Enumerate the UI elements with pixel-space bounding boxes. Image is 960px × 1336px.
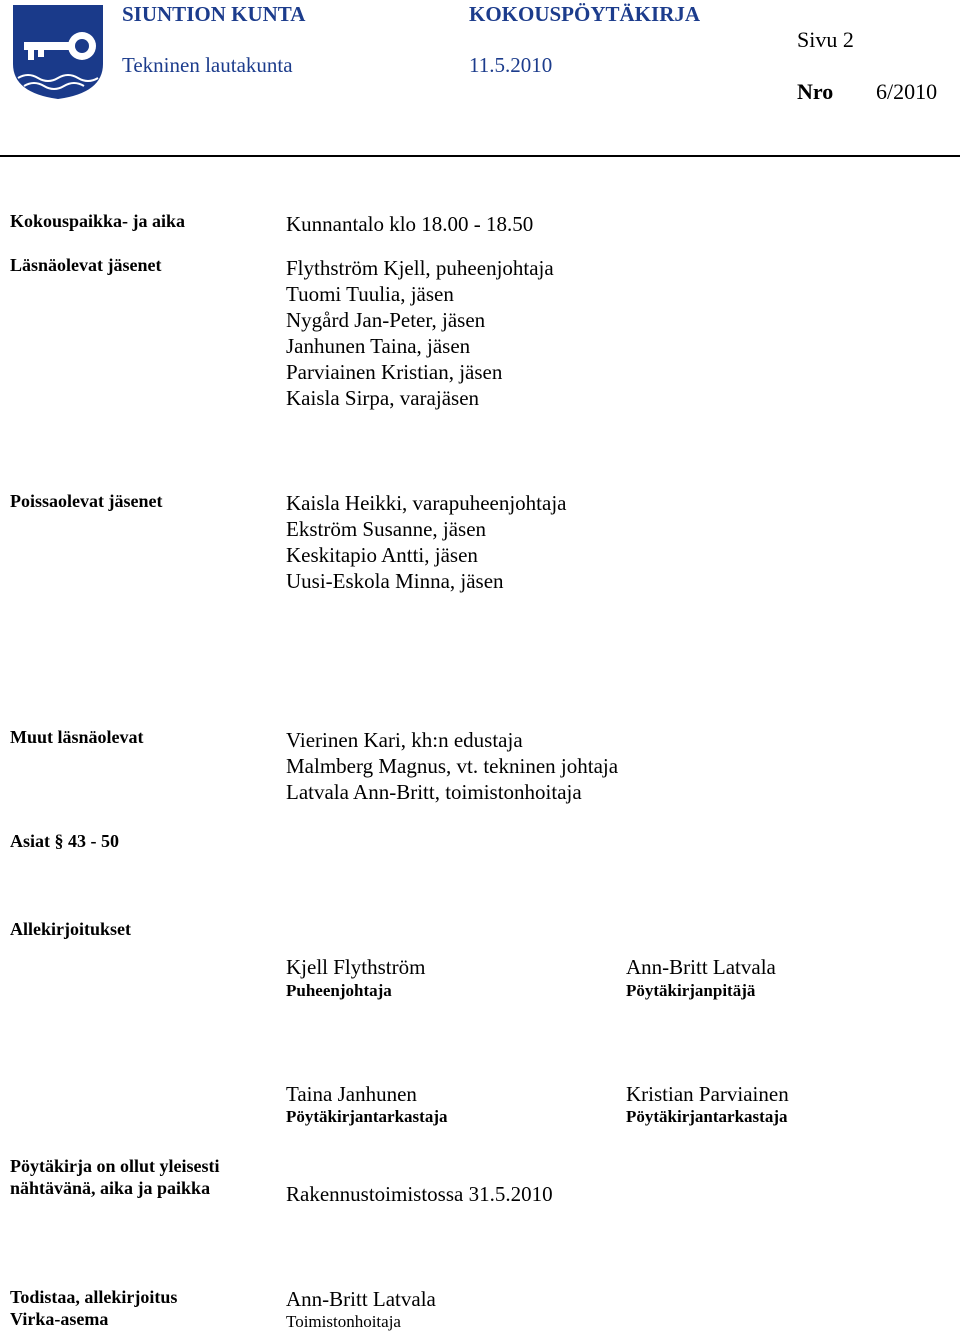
publication-label-line: Pöytäkirja on ollut yleisesti xyxy=(10,1156,220,1176)
secretary-name: Ann-Britt Latvala xyxy=(626,955,776,979)
publication-label xyxy=(10,1155,220,1199)
list-item: Ekström Susanne, jäsen xyxy=(286,517,487,541)
list-item: Keskitapio Antti, jäsen xyxy=(286,543,478,567)
certify-label-line: Virka-asema xyxy=(10,1309,109,1329)
items-label: Asiat § 43 - 50 xyxy=(10,831,119,851)
certify-label xyxy=(10,1286,177,1330)
others-list xyxy=(286,727,618,805)
board-name: Tekninen lautakunta xyxy=(122,53,293,77)
municipality-name: SIUNTION KUNTA xyxy=(122,2,306,26)
list-item: Kaisla Sirpa, varajäsen xyxy=(286,386,480,410)
list-item: Parviainen Kristian, jäsen xyxy=(286,360,503,384)
chair-role: Puheenjohtaja xyxy=(286,981,392,1000)
list-item: Tuomi Tuulia, jäsen xyxy=(286,282,454,306)
nro-label: Nro xyxy=(797,79,834,104)
absent-list xyxy=(286,490,566,594)
header-divider xyxy=(0,155,960,157)
meeting-date: 11.5.2010 xyxy=(469,53,553,77)
checker2-role: Pöytäkirjantarkastaja xyxy=(626,1107,788,1126)
list-item: Uusi-Eskola Minna, jäsen xyxy=(286,569,504,593)
certify-name: Ann-Britt Latvala xyxy=(286,1287,436,1311)
checker1-name: Taina Janhunen xyxy=(286,1082,417,1106)
nro-value: 6/2010 xyxy=(876,79,938,104)
chair-name: Kjell Flythström xyxy=(286,955,426,979)
publication-label-line: nähtävänä, aika ja paikka xyxy=(10,1178,211,1198)
secretary-role: Pöytäkirjanpitäjä xyxy=(626,981,756,1000)
present-list xyxy=(286,255,554,411)
list-item: Janhunen Taina, jäsen xyxy=(286,334,471,358)
place-value: Kunnantalo klo 18.00 - 18.50 xyxy=(286,212,534,236)
municipal-coat-of-arms-icon xyxy=(12,4,104,100)
signatures-label: Allekirjoitukset xyxy=(10,919,131,939)
page-number: Sivu 2 xyxy=(797,27,854,52)
list-item: Latvala Ann-Britt, toimistonhoitaja xyxy=(286,780,582,804)
absent-label: Poissaolevat jäsenet xyxy=(10,491,163,511)
place-label: Kokouspaikka- ja aika xyxy=(10,211,186,231)
list-item: Vierinen Kari, kh:n edustaja xyxy=(286,728,523,752)
list-item: Kaisla Heikki, varapuheenjohtaja xyxy=(286,491,567,515)
certify-title: Toimistonhoitaja xyxy=(286,1312,401,1331)
document-type: KOKOUSPÖYTÄKIRJA xyxy=(469,2,701,26)
certify-label-line: Todistaa, allekirjoitus xyxy=(10,1287,178,1307)
list-item: Malmberg Magnus, vt. tekninen johtaja xyxy=(286,754,619,778)
checker1-role: Pöytäkirjantarkastaja xyxy=(286,1107,448,1126)
present-label: Läsnäolevat jäsenet xyxy=(10,255,162,275)
publication-value: Rakennustoimistossa 31.5.2010 xyxy=(286,1182,553,1206)
list-item: Flythström Kjell, puheenjohtaja xyxy=(286,256,554,280)
others-label: Muut läsnäolevat xyxy=(10,727,144,747)
list-item: Nygård Jan-Peter, jäsen xyxy=(286,308,486,332)
checker2-name: Kristian Parviainen xyxy=(626,1082,789,1106)
